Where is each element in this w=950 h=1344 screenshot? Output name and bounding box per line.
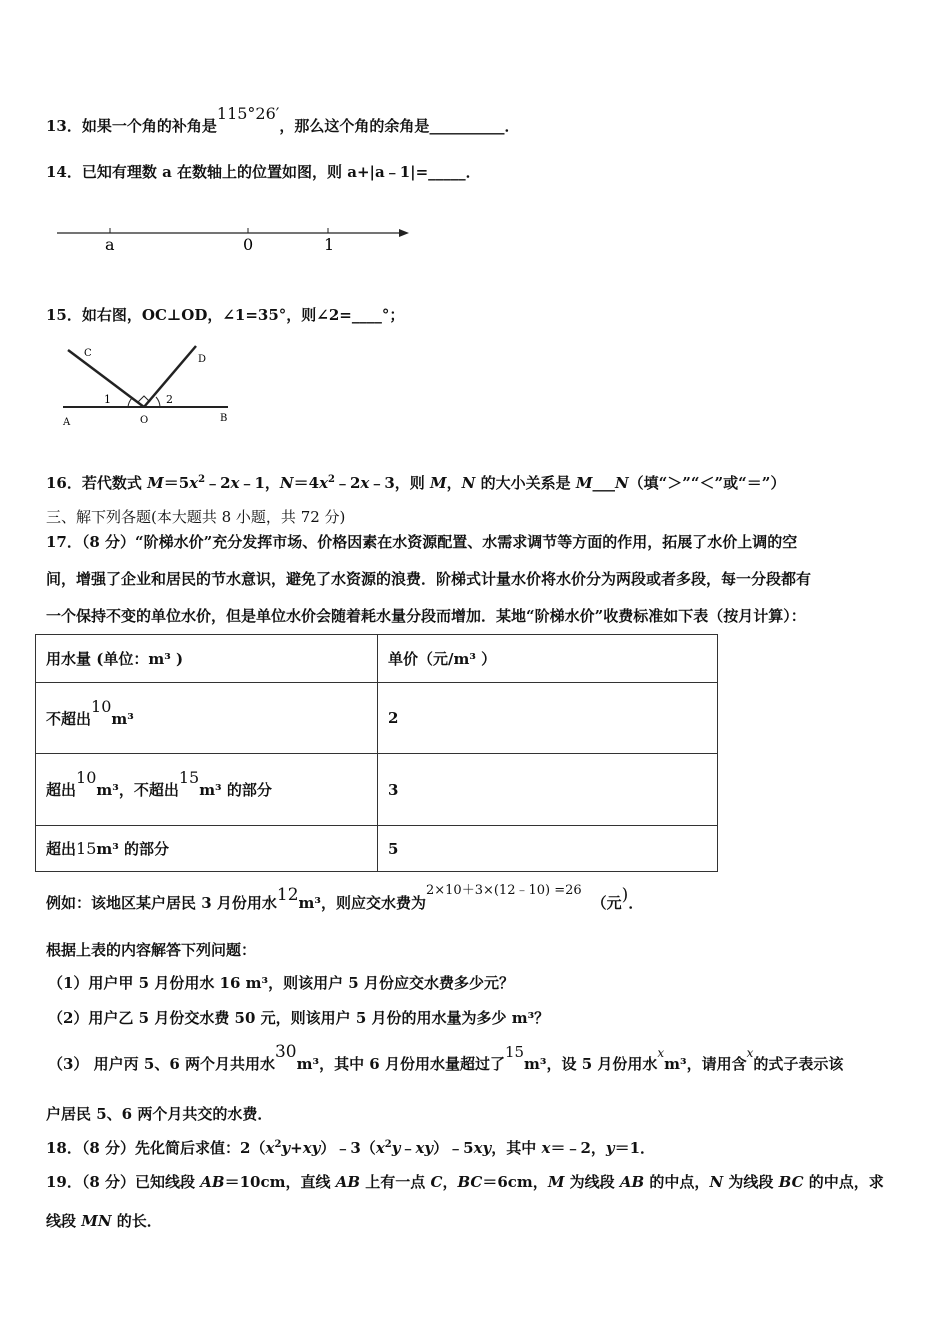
s3-a: （3） 用户丙 5、6 两个月共用水 [48, 1055, 275, 1073]
var-xy: xy [302, 1139, 321, 1157]
section-3-heading: 三、解下列各题(本大题共 8 小题，共 72 分) [46, 508, 346, 526]
exp-2: 2 [198, 474, 206, 485]
cell-tier-1 [36, 683, 378, 754]
tier-2-num1: 10 [76, 768, 97, 787]
var-xy: xy [473, 1139, 492, 1157]
q18-f: ，其中 [491, 1139, 542, 1157]
var-x: x [375, 1139, 385, 1157]
tier-1-unit: m³ [111, 709, 134, 728]
tier-2-post: m³ 的部分 [199, 781, 272, 799]
label-2: 2 [166, 393, 173, 406]
cell-tier-2 [36, 754, 378, 826]
var-y: y [605, 1139, 615, 1157]
number-line-arrow-icon [399, 229, 409, 237]
q19-b: ＝10cm，直线 [224, 1173, 336, 1191]
seg-ab: AB [335, 1173, 361, 1191]
var-x: x [265, 1139, 275, 1157]
label-1: 1 [104, 393, 111, 406]
label-1: 1 [324, 235, 335, 254]
example-num: 12 [276, 885, 299, 905]
question-13 [46, 104, 520, 136]
point-c: C [430, 1173, 443, 1191]
var-y: y [281, 1139, 291, 1157]
exp-2: 2 [274, 1139, 282, 1150]
q16-end: （填“＞”“＜”或“＝”） [628, 474, 786, 492]
s3-var-x: x [657, 1046, 665, 1060]
example-unit: （元 [591, 894, 622, 912]
tier-2-mid: m³，不超出 [96, 781, 179, 799]
s3-d: m³，请用含 [664, 1055, 747, 1073]
point-n: N [709, 1173, 724, 1191]
tier-2-pre: 超出 [46, 781, 77, 799]
q17-line-3: 一个保持不变的单位水价，但是单位水价会随着耗水量分段而增加．某地“阶梯水价”收费标准如下表（按月计算）： [46, 607, 806, 625]
var-x: x [230, 474, 240, 492]
q19-h: 为线段 [723, 1173, 779, 1191]
question-19-line-2 [46, 1211, 162, 1231]
q16-e2a: ＝4 [293, 474, 320, 492]
q17-example [46, 883, 644, 915]
header-price: 单价（元/m³ ） [378, 635, 718, 683]
q16-e1a: ＝5 [163, 474, 190, 492]
angle-figure [58, 342, 248, 432]
exp-2: 2 [384, 1139, 392, 1150]
q17-sub-3-line-2: 户居民 5、6 两个月共交的水费． [46, 1105, 273, 1123]
example-end: ． [628, 894, 644, 912]
q19-i: 的中点，求 [803, 1173, 884, 1191]
q19-c: 上有一点 [360, 1173, 431, 1191]
header-usage: 用水量 (单位：m³ ) [36, 635, 378, 683]
q16-e2c: ﹣3，则 [369, 474, 431, 492]
cell-price-1: 2 [378, 683, 718, 754]
q13-angle: 115°26′ [216, 104, 280, 123]
q16-mid: 的大小关系是 [475, 474, 576, 492]
q16-comma: ， [446, 474, 462, 492]
table-row [36, 754, 718, 826]
q19-e: ＝6cm， [482, 1173, 548, 1191]
question-15: 15．如右图，OC⊥OD，∠1=35°，则∠2=____°； [46, 306, 405, 324]
var-x: x [541, 1139, 551, 1157]
table-row [36, 826, 718, 872]
q18-a: 18．（8 分）先化简后求值：2（ [46, 1139, 266, 1157]
var-y: y [391, 1139, 401, 1157]
tier-3-num: 15 [76, 839, 97, 858]
example-pre: 例如：该地区某户居民 3 月份用水 [46, 894, 277, 912]
q17-line-1: 17．（8 分）“阶梯水价”充分发挥市场、价格因素在水资源配置、水需求调节等方面的作用，拓展了水价上调的空 [46, 533, 798, 551]
water-fee-table [35, 634, 718, 872]
q13-number: 13． [46, 117, 82, 135]
q13-text-post: ，那么这个角的余角是 [279, 117, 430, 135]
q17-sub-3 [48, 1042, 844, 1075]
example-formula: 2×10＋3×(12﹣10) =26 [425, 883, 582, 898]
tier-1-pre: 不超出 [46, 709, 92, 728]
example-paren: ) [621, 885, 629, 905]
q16-e1b: ﹣2 [205, 474, 231, 492]
example-mid: m³，则应交水费为 [298, 894, 426, 912]
tier-2-num2: 15 [178, 768, 200, 787]
seg-ab: AB [200, 1173, 225, 1191]
q18-b: + [290, 1139, 303, 1157]
cell-price-2: 3 [378, 754, 718, 826]
var-x: x [319, 474, 329, 492]
var-x: x [189, 474, 199, 492]
q18-d: ﹣ [400, 1139, 416, 1157]
question-19 [46, 1172, 884, 1192]
q18-h: ＝1． [614, 1139, 656, 1157]
angle-2-arc [156, 397, 160, 407]
q16-e2b: ﹣2 [334, 474, 361, 492]
cell-tier-3 [36, 826, 378, 872]
seg-ab: AB [619, 1173, 645, 1191]
q13-blank: __________ [429, 117, 505, 135]
var-n: N [461, 474, 476, 492]
tier-1-num: 10 [91, 696, 112, 716]
q18-e: ）﹣5 [433, 1139, 474, 1157]
label-0: 0 [243, 235, 254, 254]
q19-f: 为线段 [564, 1173, 620, 1191]
var-m: M [575, 474, 593, 492]
point-m: M [547, 1173, 565, 1191]
var-m: M [430, 474, 447, 492]
seg-bc: BC [457, 1173, 483, 1191]
cell-price-3: 5 [378, 826, 718, 872]
question-16 [46, 473, 785, 496]
table-row [36, 635, 718, 683]
q16-e1c: ﹣1， [239, 474, 280, 492]
var-xy: xy [415, 1139, 434, 1157]
q13-text-pre: 如果一个角的补角是 [81, 117, 217, 135]
label-D: D [198, 354, 207, 365]
angle-1-arc [128, 398, 132, 407]
q18-g: ＝﹣2， [550, 1139, 606, 1157]
s3-num-15: 15 [504, 1043, 525, 1061]
number-line-figure [55, 218, 435, 258]
label-B: B [220, 413, 228, 424]
q19-d: ， [442, 1173, 458, 1191]
tier-3-pre: 超出 [46, 840, 77, 858]
q17-sub-2: （2）用户乙 5 月份交水费 50 元，则该用户 5 月份的用水量为多少 m³？ [48, 1009, 550, 1027]
s3-var-x: x [746, 1046, 754, 1060]
question-18 [46, 1138, 655, 1161]
exp-2: 2 [328, 474, 335, 485]
label-C: C [84, 348, 92, 359]
var-x: x [360, 474, 370, 492]
q16-blank: ___ [592, 474, 615, 492]
seg-bc: BC [778, 1173, 804, 1191]
tier-3-post: m³ 的部分 [96, 840, 170, 858]
s3-c: m³，设 5 月份用水 [524, 1055, 658, 1073]
q19-g: 的中点， [644, 1173, 710, 1191]
q17-intro: 根据上表的内容解答下列问题： [46, 941, 257, 959]
question-14: 14．已知有理数 a 在数轴上的位置如图，则 a+|a﹣1|=_____． [46, 163, 481, 181]
s3-e: 的式子表示该 [753, 1055, 844, 1073]
s3-b: m³，其中 6 月份用水量超过了 [296, 1055, 505, 1073]
s3-num-30: 30 [274, 1042, 297, 1062]
q17-sub-1: （1）用户甲 5 月份用水 16 m³，则该用户 5 月份应交水费多少元？ [48, 974, 514, 992]
label-a: a [105, 235, 115, 254]
label-A: A [63, 417, 71, 428]
var-n: N [279, 474, 294, 492]
q17-line-2: 间，增强了企业和居民的节水意识，避免了水资源的浪费．阶梯式计量水价将水价分为两段或者多段，每一分段都有 [46, 570, 812, 588]
q19-a: 19．（8 分）已知线段 [46, 1173, 201, 1191]
seg-mn: MN [81, 1212, 112, 1230]
var-m: M [147, 474, 164, 492]
q13-end: ． [504, 117, 520, 135]
q18-c: ）﹣3（ [320, 1139, 376, 1157]
q19-line2a: 线段 [46, 1212, 82, 1230]
label-O: O [140, 415, 149, 426]
var-n: N [614, 474, 629, 492]
table-row [36, 683, 718, 754]
q16-intro: 16．若代数式 [46, 474, 148, 492]
q19-line2b: 的长． [111, 1212, 162, 1230]
